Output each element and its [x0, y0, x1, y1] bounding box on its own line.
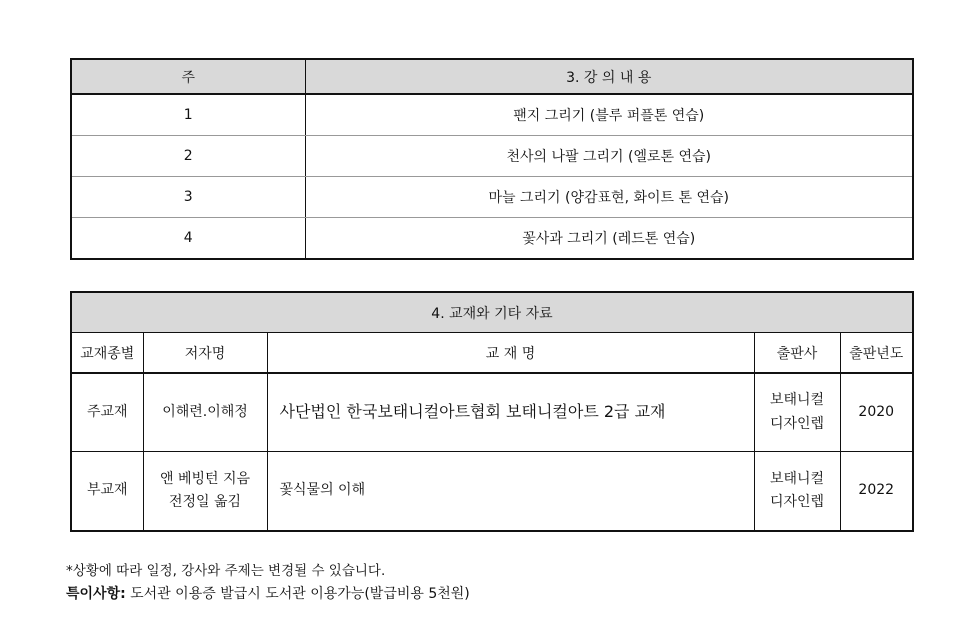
schedule-change-note: *상황에 따라 일정, 강사와 주제는 변경될 수 있습니다. [66, 563, 386, 579]
schedule-table [70, 58, 914, 260]
type-cell: 부교재 [71, 452, 143, 532]
table-row [71, 218, 913, 260]
author-column-header: 저자명 [143, 333, 267, 374]
author-cell [143, 452, 267, 532]
publisher-line: 보태니컬 [769, 470, 825, 487]
title-cell: 사단법인 한국보태니컬아트협회 보태니컬아트 2급 교재 [267, 373, 754, 452]
schedule-header-row [71, 59, 913, 94]
author-line: 앤 베빙턴 지음 [159, 470, 251, 487]
type-cell: 주교재 [71, 373, 143, 452]
publisher-line: 디자인렙 [769, 494, 825, 510]
table-row [71, 452, 913, 532]
publisher-cell [754, 373, 840, 452]
special-note-label: 특이사항: [66, 586, 126, 602]
textbook-header-row [71, 333, 913, 374]
textbook-table [70, 291, 914, 532]
content-cell: 팬지 그리기 (블루 퍼플톤 연습) [305, 94, 913, 136]
table-row [71, 94, 913, 136]
title-cell: 꽃식물의 이해 [267, 452, 754, 532]
publisher-column-header: 출판사 [754, 333, 840, 374]
week-cell: 1 [71, 94, 305, 136]
textbook-title-row [71, 292, 913, 333]
week-cell: 4 [71, 218, 305, 260]
special-note [66, 583, 470, 603]
content-cell: 천사의 나팔 그리기 (엘로톤 연습) [305, 136, 913, 177]
table-row [71, 373, 913, 452]
publisher-line: 보태니컬 [769, 392, 825, 409]
year-column-header: 출판년도 [840, 333, 913, 374]
week-column-header: 주 [71, 59, 305, 94]
table-row [71, 177, 913, 218]
content-cell: 꽃사과 그리기 (레드톤 연습) [522, 231, 696, 247]
special-note-text: 도서관 이용증 발급시 도서관 이용가능(발급비용 5천원) [125, 586, 470, 602]
publisher-line: 디자인렙 [769, 415, 825, 432]
content-column-header: 3. 강 의 내 용 [305, 59, 913, 94]
publisher-cell [754, 452, 840, 532]
author-line: 전정일 옮김 [168, 494, 242, 510]
type-column-header: 교재종별 [71, 333, 143, 374]
table-row [71, 136, 913, 177]
week-cell: 2 [71, 136, 305, 177]
textbook-section-title: 4. 교재와 기타 자료 [71, 292, 913, 333]
author-cell: 이해련.이해정 [143, 373, 267, 452]
year-cell: 2022 [858, 482, 895, 499]
week-cell: 3 [71, 177, 305, 218]
title-column-header: 교 재 명 [267, 333, 754, 374]
year-cell: 2020 [840, 373, 913, 452]
content-cell: 마늘 그리기 (양감표현, 화이트 톤 연습) [305, 177, 913, 218]
